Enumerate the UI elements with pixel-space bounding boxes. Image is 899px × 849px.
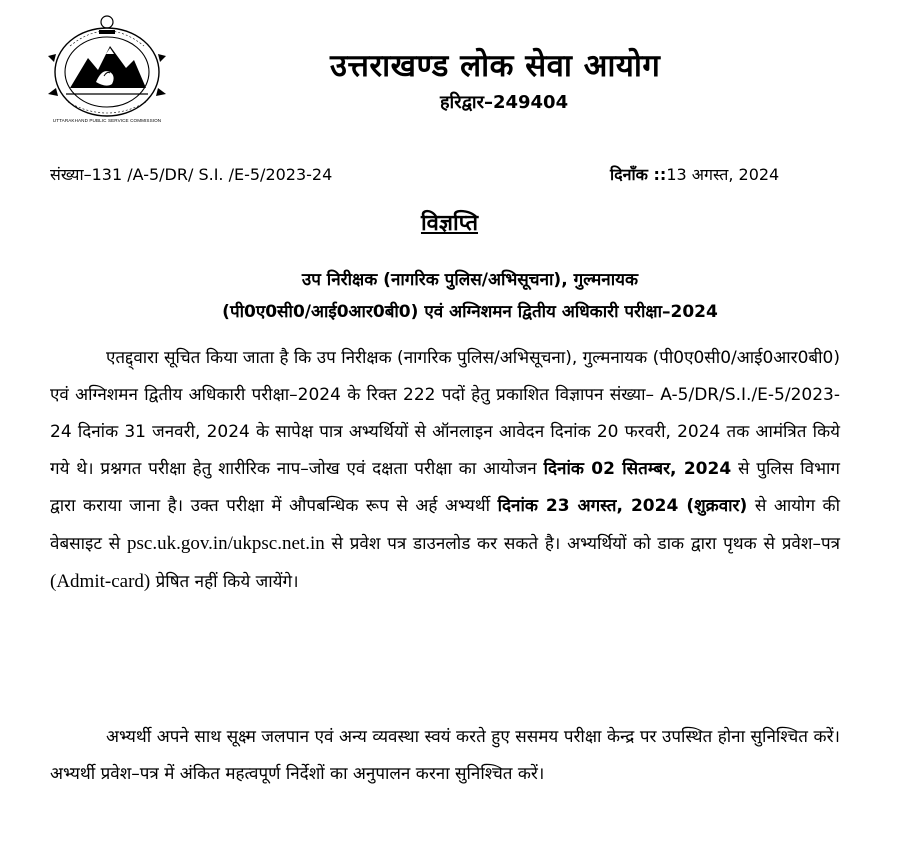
subject-line-2: (पी0ए0सी0/आई0आर0बी0) एवं अग्निशमन द्वितीय अधिकारी परीक्षा–2024 bbox=[222, 302, 718, 322]
date-value: 13 अगस्त, 2024 bbox=[666, 165, 780, 184]
body-paragraph-2: अभ्यर्थी अपने साथ सूक्ष्म जलपान एवं अन्य व्यवस्था स्वयं करते हुए ससमय परीक्षा केन्द्र पर उपस्थित होना सुनिश्चित करें। अभ्यर्थी प्रवेश–पत्र में अंकित महत्वपूर्ण निर्देशों का अनुपालन करना सुनिश्चित करें। bbox=[50, 727, 840, 784]
para1-text-5: प्रेषित नहीं किये जायेंगे। bbox=[150, 572, 299, 592]
admit-card-release-date: दिनांक 23 अगस्त, 2024 (शुक्रवार) bbox=[497, 496, 748, 516]
subject-line-1: उप निरीक्षक (नागरिक पुलिस/अभिसूचना), गुल्मनायक bbox=[301, 270, 639, 290]
para1-text-1: एतद्द्वारा सूचित किया जाता है कि उप निरीक्षक (नागरिक पुलिस/अभिसूचना), गुल्मनायक (पी0ए0सी0/आई0आर0बी0) एवं अग्निशमन द्वितीय अधिकारी परीक्षा–2024 के रिक्त 222 पदों हेतु प्रकाशित विज्ञापन संख्या– A-5/DR/S.I./E-5/2023-24 दिनांक 31 जनवरी, 2024 के सापेक्ष पात्र अभ्यर्थियों से ऑनलाइन आवेदन दिनांक 20 फरवरी, 2024 तक आमंत्रित किये गये थे। प्रश्नगत परीक्षा हेतु शारीरिक नाप–जोख एवं दक्षता परीक्षा का आयोजन bbox=[50, 348, 840, 479]
organization-address: हरिद्वार–249404 bbox=[440, 92, 569, 113]
emblem-seal-icon bbox=[46, 10, 168, 122]
notice-title: विज्ञप्ति bbox=[420, 211, 479, 236]
admit-card-term: (Admit-card) bbox=[50, 571, 151, 592]
physical-test-date: दिनांक 02 सितम्बर, 2024 bbox=[543, 459, 732, 479]
para1-text-2: से पुलिस विभाग द्वारा कराया जाना है। उक्त परीक्षा में औपबन्धिक रूप से अर्ह अभ्यर्थी bbox=[50, 459, 841, 516]
website-link[interactable]: psc.uk.gov.in/ukpsc.net.in bbox=[127, 533, 325, 554]
date-label: दिनाँक :: bbox=[610, 165, 667, 184]
body-paragraph-1 bbox=[50, 340, 840, 601]
reference-number: संख्या–131 /A-5/DR/ S.I. /E-5/2023-24 bbox=[50, 165, 333, 184]
para1-text-3: से आयोग की वेबसाइट से bbox=[50, 496, 841, 554]
commission-logo bbox=[46, 10, 168, 128]
logo-caption: UTTARAKHAND PUBLIC SERVICE COMMISSION bbox=[52, 118, 162, 123]
organization-name: उत्तराखण्ड लोक सेवा आयोग bbox=[330, 48, 661, 84]
para1-text-4: से प्रवेश पत्र डाउनलोड कर सकते है। अभ्यर्थियों को डाक द्वारा पृथक से प्रवेश–पत्र bbox=[324, 534, 840, 554]
notice-subject bbox=[160, 264, 780, 328]
reference-date bbox=[610, 163, 779, 185]
